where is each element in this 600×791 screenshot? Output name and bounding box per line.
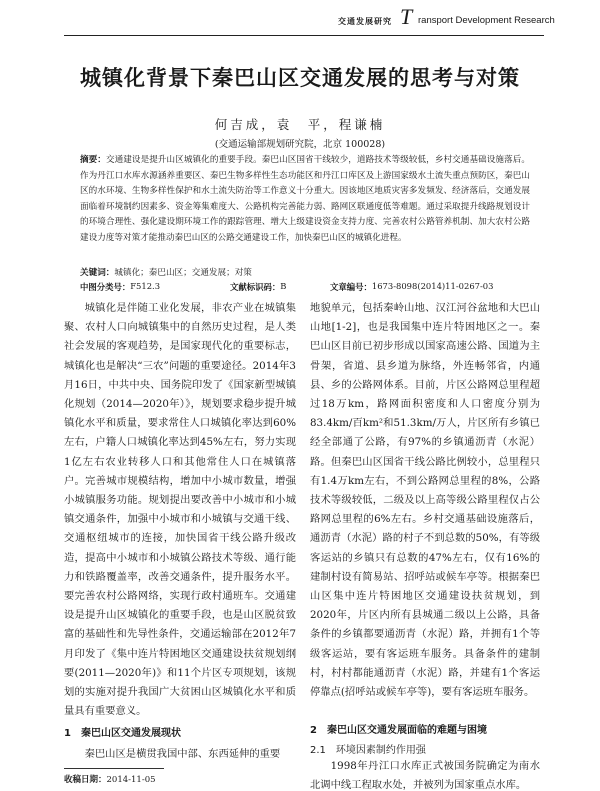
abstract <box>80 153 530 247</box>
abstract-text: 交通建设是提升山区城镇化的重要手段。秦巴山区国省干线较少，道路技术等级较低，乡村交通基础设施落后。作为丹江口水库水源涵养重要区、秦巴生物多样性生态功能区和丹江口库区及上游国家级水土流失重点预防区，秦巴山区的水环境、生物多样性保护和水土流失防治等工作意义十分重大。因该地区地质灾害多发频发、经济落后，交通发展面临着环境制约因素多、资金筹集难度大、公路机构完善能力弱、路网区联通度低等难题。通过采取提升线路规划设计的环境合理性、强化建设期环境工作的跟踪管理、增大上级建设资金支持力度、完善农村公路管养机制、加大农村公路建设力度等对策才能推动秦巴山区的公路交通建设工作，加快秦巴山区的城镇化进程。 <box>80 155 530 243</box>
section-2-heading: 2 秦巴山区交通发展面临的难题与困境 <box>310 725 487 736</box>
journal-name-en: ransport Development Research <box>418 15 555 26</box>
right-column <box>310 299 540 702</box>
paper-title: 城镇化背景下秦巴山区交通发展的思考与对策 <box>80 66 520 90</box>
document-code <box>230 281 287 293</box>
received-date <box>64 773 156 785</box>
journal-logo-letter: T <box>400 4 413 29</box>
clc-value: F512.3 <box>130 281 161 291</box>
received-value: 2014-11-05 <box>106 775 156 785</box>
section-1-text: 秦巴山区是横贯我国中部、东西延伸的重要 <box>84 748 281 760</box>
section-1-heading: 1 秦巴山区交通发展现状 <box>64 728 181 739</box>
left-column <box>64 299 296 721</box>
received-label: 收稿日期： <box>64 775 107 785</box>
doc-value: B <box>280 281 287 291</box>
article-label: 文章编号： <box>330 282 372 292</box>
keywords <box>80 266 530 278</box>
keywords-text: 城镇化；秦巴山区；交通发展；对策 <box>114 268 252 278</box>
footnote-rule <box>64 768 164 769</box>
subsection-2-1-heading: 2.1 环境因素制约作用强 <box>310 745 426 756</box>
section-2-1-paragraph: 1998年丹江口水库正式被国务院确定为南水北调中线工程取水处，并被列为国家重点水库。 <box>310 760 540 791</box>
intro-paragraph: 城镇化是伴随工业化发展，非农产业在城镇集聚、农村人口向城镇集中的自然历史过程，是人类社会发展的客观趋势，是国家现代化的重要标志，城镇化也是解决“三农”问题的重要途径。2014年3月16日，中共中央、国务院印发了《国家新型城镇化规划（2014—2020年）》，规划要求稳步提升城镇化水平和质量，要求常住人口城镇化率达到60%左右，户籍人口城镇化率达到45%左右，努力实现1亿左右农业转移人口和其他常住人口在城镇落户。完善城市规模结构，增加中小城市数量，增强小城镇服务功能。规划提出要改善中小城市和小城镇交通条件，加强中小城市和小城镇与交通干线、交通枢纽城市的连接，加快国省干线公路升级改造，提高中小城市和小城镇公路技术等级、通行能力和铁路覆盖率，改善交通条件，提升服务水平。要完善农村公路网络，实现行政村通班车。交通建设是提升山区城镇化的重要手段，也是山区脱贫致富的基础性和先导性条件，交通运输部在2012年7月印发了《集中连片特困地区交通建设扶贫规划纲要(2011—2020年)》和11个片区专项规划，该规划的实施对提升我国广大贫困山区城镇化水平和质量具有重要意义。 <box>64 302 296 718</box>
section-2-1-text <box>310 757 540 791</box>
journal-header <box>0 6 600 36</box>
article-value: 1673-8098(2014)11-0267-03 <box>371 281 494 291</box>
header-rule <box>64 35 544 36</box>
journal-name-cn: 交通发展研究 <box>338 17 392 26</box>
author-affiliation: (交通运输部规划研究院，北京 100028) <box>214 139 386 150</box>
abstract-label: 摘要： <box>80 155 106 165</box>
doc-label: 文献标识码： <box>230 282 281 292</box>
paper-authors: 何吉成，袁 平，程谦楠 <box>214 117 386 132</box>
section-1-continued: 地貌单元，包括秦岭山地、汉江河谷盆地和大巴山山地[1-2]，也是我国集中连片特困地区之一。秦巴山区目前已初步形成以国家高速公路、国道为主骨架，省道、县乡道为脉络，外连畅邻省，内通县、乡的公路网体系。目前，片区公路网总里程超过18万km，路网面积密度和人口密度分别为83.4km/百km²和51.3km/万人，片区所有乡镇已经全部通了公路，有97%的乡镇通沥青（水泥）路。但秦巴山区国省干线公路比例较小，总里程只有1.4万km左右，不到公路网总里程的8%，公路技术等级较低，二级及以上高等级公路里程仅占公路网总里程的6%左右。乡村交通基础设施落后，通沥青（水泥）路的村子不到总数的50%，有等级客运站的乡镇只有总数的47%左右，仅有16%的建制村设有简易站、招呼站或候车亭等。根据秦巴山区集中连片特困地区交通建设扶贫规划，到2020年，片区内所有县城通二级以上公路，具备条件的乡镇都要通沥青（水泥）路，并拥有1个等级客运站，要有客运班车服务。具备条件的建制村，村村都能通沥青（水泥）路，并建有1个客运停靠点(招呼站或候车亭等)，要有客运班车服务。 <box>310 302 540 699</box>
clc-number <box>80 281 161 293</box>
keywords-label: 关键词： <box>80 268 115 278</box>
article-number <box>330 281 494 293</box>
clc-label: 中图分类号： <box>80 282 131 292</box>
